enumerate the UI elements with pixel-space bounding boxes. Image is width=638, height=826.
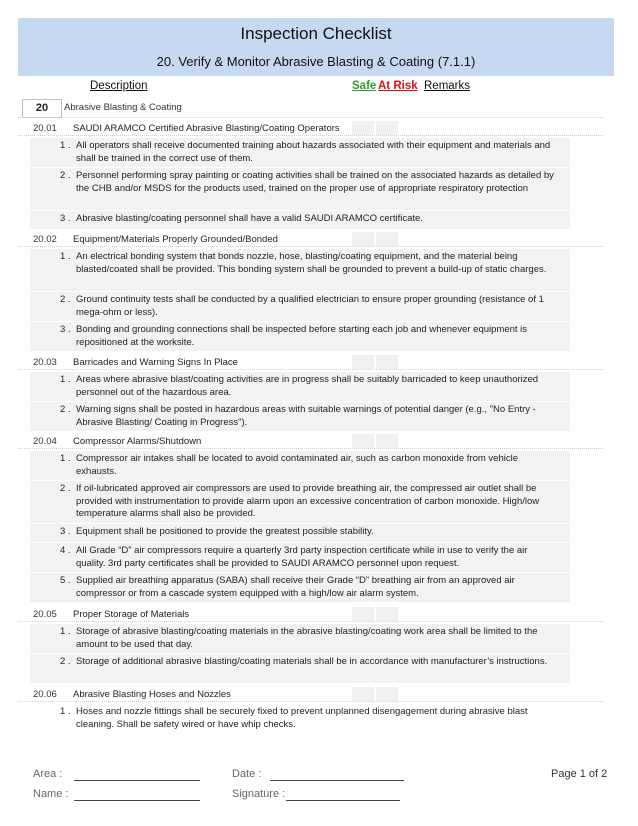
at-risk-checkbox[interactable] <box>376 355 398 369</box>
category-code: 20.04 <box>33 436 57 447</box>
checklist-item <box>30 543 570 572</box>
item-text: Equipment shall be positioned to provide the greatest possible stability. <box>76 526 374 537</box>
section-rule <box>18 117 603 118</box>
item-text: Abrasive blasting/coating personnel shall have a valid SAUDI ARAMCO certificate. <box>76 213 423 224</box>
checklist-item <box>30 704 570 733</box>
category-rule <box>18 246 603 247</box>
date-label: Date : <box>232 768 262 780</box>
category-rule <box>18 448 603 449</box>
item-number: 2 . <box>60 656 71 667</box>
item-number: 2 . <box>60 404 71 415</box>
item-text: If oil-lubricated approved air compressors are used to provide breathing air, the compressed air outlet shall be provided with instrumentation to provide alarm upon an excessive concentration of carbon monoxide. High/low temperature alarms shall also be provided. <box>76 483 540 519</box>
area-field[interactable] <box>74 780 200 781</box>
item-text: Storage of abrasive blasting/coating materials in the abrasive blasting/coating work area shall be limited to the amount to be used that day. <box>76 626 538 650</box>
item-text: All Grade “D” air compressors require a quarterly 3rd party inspection certificate while in use to verify the air quality. 3rd party certificates shall be provided to SAUDI ARAMCO personnel upon request. <box>76 545 528 569</box>
category-rule <box>18 369 603 370</box>
item-number: 3 . <box>60 324 71 335</box>
item-text: Bonding and grounding connections shall be inspected before starting each job and whenever equipment is repositioned at the worksite. <box>76 324 528 348</box>
safe-checkbox[interactable] <box>352 232 374 246</box>
item-text: Ground continuity tests shall be conducted by a qualified electrician to ensure proper grounding (resistance of 1 mega-ohm or less). <box>76 294 544 318</box>
checklist-item <box>30 168 570 210</box>
safe-risk-boxes[interactable] <box>352 687 398 701</box>
at-risk-checkbox[interactable] <box>376 687 398 701</box>
checklist-item <box>30 524 570 542</box>
item-number: 1 . <box>60 374 71 385</box>
checklist-item <box>30 481 570 523</box>
checklist-item <box>30 573 570 602</box>
category-rule <box>18 621 603 622</box>
safe-checkbox[interactable] <box>352 607 374 621</box>
item-number: 2 . <box>60 294 71 305</box>
at-risk-checkbox[interactable] <box>376 121 398 135</box>
item-number: 5 . <box>60 575 71 586</box>
category-code: 20.02 <box>33 234 57 245</box>
document-subtitle: 20. Verify & Monitor Abrasive Blasting & Coating (7.1.1) <box>156 54 476 69</box>
checklist-item <box>30 624 570 653</box>
category-code: 20.05 <box>33 609 57 620</box>
category-title: Proper Storage of Materials <box>73 609 190 620</box>
item-text: Warning signs shall be posted in hazardous areas with suitable warnings of potential danger (e.g., "No Entry - Abrasive Blasting/ Coating in Progress"). <box>76 404 536 428</box>
section-title: Abrasive Blasting & Coating <box>64 102 182 113</box>
safe-risk-boxes[interactable] <box>352 355 398 369</box>
safe-risk-boxes[interactable] <box>352 434 398 448</box>
item-text: Storage of additional abrasive blasting/coating materials shall be in accordance with manufacturer’s instructions. <box>76 656 548 667</box>
category-title: Compressor Alarms/Shutdown <box>73 436 202 447</box>
header-banner <box>18 18 614 76</box>
document-title: Inspection Checklist <box>240 24 392 43</box>
item-number: 1 . <box>60 626 71 637</box>
item-number: 1 . <box>60 251 71 262</box>
column-at-risk: At Risk <box>378 80 418 92</box>
item-text: Hoses and nozzle fittings shall be securely fixed to prevent unplanned disengagement during abrasive blast cleaning. Shall be safety wired or have whip checks. <box>76 706 528 730</box>
item-number: 3 . <box>60 526 71 537</box>
safe-checkbox[interactable] <box>352 355 374 369</box>
category-rule <box>18 701 603 702</box>
column-safe: Safe <box>352 80 377 92</box>
category-title: Abrasive Blasting Hoses and Nozzles <box>73 689 231 700</box>
safe-checkbox[interactable] <box>352 687 374 701</box>
checklist-item <box>30 402 570 431</box>
safe-risk-boxes[interactable] <box>352 607 398 621</box>
safe-checkbox[interactable] <box>352 121 374 135</box>
section-number: 20 <box>22 99 62 118</box>
signature-label: Signature : <box>232 788 286 800</box>
safe-risk-boxes[interactable] <box>352 121 398 135</box>
category-code: 20.01 <box>33 123 57 134</box>
safe-checkbox[interactable] <box>352 434 374 448</box>
item-text: Personnel performing spray painting or coating activities shall be trained on the associated hazards as detailed by the CHB and/or MSDS for the products used, trained on the proper use of appropriate respiratory protection <box>76 170 554 194</box>
item-number: 2 . <box>60 170 71 181</box>
checklist-item <box>30 372 570 401</box>
item-text: Supplied air breathing apparatus (SABA) shall receive their Grade “D” breathing air from an approved air compressor or from a cascade system equipped with a high/low air alarm system. <box>76 575 515 599</box>
name-field[interactable] <box>74 800 200 801</box>
checklist-item <box>30 249 570 291</box>
page-number: Page 1 of 2 <box>551 768 608 780</box>
item-number: 3 . <box>60 213 71 224</box>
signature-field[interactable] <box>286 800 400 801</box>
checklist-item <box>30 654 570 683</box>
category-title: Equipment/Materials Properly Grounded/Bonded <box>73 234 278 245</box>
category-title: SAUDI ARAMCO Certified Abrasive Blasting/Coating Operators <box>73 123 340 134</box>
checklist-item <box>30 292 570 321</box>
item-text: An electrical bonding system that bonds nozzle, hose, blasting/coating equipment, and the material being blasted/coated shall be provided. This bonding system shall be grounded to prevent a build-up of static charges. <box>76 251 547 275</box>
item-number: 2 . <box>60 483 71 494</box>
checklist-item <box>30 211 570 229</box>
category-rule <box>18 135 603 136</box>
category-code: 20.06 <box>33 689 57 700</box>
item-text: Areas where abrasive blast/coating activities are in progress shall be suitably barricaded to keep unauthorized personnel out of the hazardous area. <box>76 374 539 398</box>
date-field[interactable] <box>270 780 404 781</box>
category-title: Barricades and Warning Signs In Place <box>73 357 238 368</box>
checklist-item <box>30 322 570 351</box>
at-risk-checkbox[interactable] <box>376 607 398 621</box>
checklist-item <box>30 451 570 480</box>
safe-risk-boxes[interactable] <box>352 232 398 246</box>
area-label: Area : <box>33 768 63 780</box>
name-label: Name : <box>33 788 69 800</box>
category-code: 20.03 <box>33 357 57 368</box>
item-text: Compressor air intakes shall be located to avoid contaminated air, such as carbon monoxide from vehicle exhausts. <box>76 453 518 477</box>
column-description: Description <box>90 80 148 92</box>
item-number: 1 . <box>60 140 71 151</box>
column-remarks: Remarks <box>424 80 471 92</box>
item-number: 1 . <box>60 706 71 717</box>
item-number: 1 . <box>60 453 71 464</box>
checklist-item <box>30 138 570 167</box>
item-number: 4 . <box>60 545 71 556</box>
at-risk-checkbox[interactable] <box>376 232 398 246</box>
item-text: All operators shall receive documented training about hazards associated with their equipment and materials and shall be trained in the correct use of them. <box>76 140 551 164</box>
at-risk-checkbox[interactable] <box>376 434 398 448</box>
